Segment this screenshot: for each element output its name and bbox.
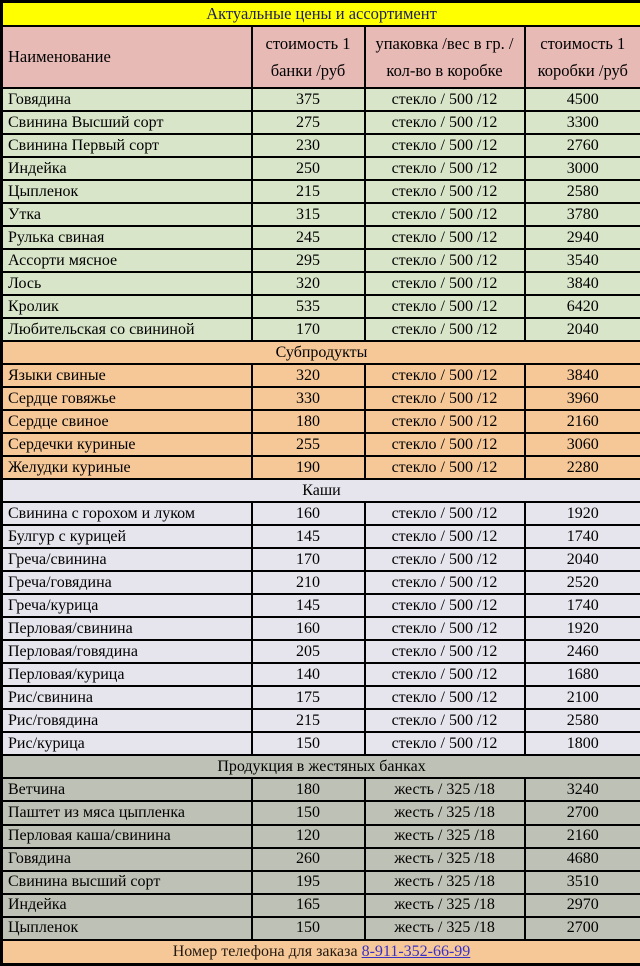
- product-name-cell: Ассорти мясное: [2, 249, 252, 272]
- packaging-cell: стекло / 500 /12: [365, 502, 525, 525]
- product-name-cell: Свинина с горохом и луком: [2, 502, 252, 525]
- footer-row: [2, 940, 640, 965]
- box-price-cell: 1920: [525, 502, 640, 525]
- product-name-cell: Индейка: [2, 157, 252, 180]
- section-header-row: [2, 755, 640, 778]
- table-row: [2, 272, 640, 295]
- packaging-cell: стекло / 500 /12: [365, 272, 525, 295]
- table-row: [2, 410, 640, 433]
- box-price-cell: 2520: [525, 571, 640, 594]
- column-header-packaging: упаковка /вес в гр. / кол-во в коробке: [365, 26, 525, 88]
- packaging-cell: стекло / 500 /12: [365, 525, 525, 548]
- jar-price-cell: 180: [252, 778, 365, 801]
- packaging-cell: жесть / 325 /18: [365, 894, 525, 917]
- product-name-cell: Рис/курица: [2, 732, 252, 755]
- jar-price-cell: 150: [252, 917, 365, 940]
- box-price-cell: 3060: [525, 433, 640, 456]
- packaging-cell: жесть / 325 /18: [365, 825, 525, 848]
- jar-price-cell: 260: [252, 848, 365, 871]
- table-body: [2, 88, 640, 940]
- box-price-cell: 3960: [525, 387, 640, 410]
- box-price-cell: 2580: [525, 709, 640, 732]
- table-row: [2, 917, 640, 940]
- jar-price-cell: 250: [252, 157, 365, 180]
- phone-link[interactable]: 8-911-352-66-99: [361, 943, 471, 960]
- table-row: [2, 686, 640, 709]
- section-header: Каши: [2, 479, 640, 502]
- box-price-cell: 3000: [525, 157, 640, 180]
- packaging-cell: стекло / 500 /12: [365, 686, 525, 709]
- product-name-cell: Утка: [2, 203, 252, 226]
- box-price-cell: 2580: [525, 180, 640, 203]
- table-row: [2, 709, 640, 732]
- product-name-cell: Кролик: [2, 295, 252, 318]
- product-name-cell: Свинина высший сорт: [2, 871, 252, 894]
- jar-price-cell: 230: [252, 134, 365, 157]
- table-row: [2, 387, 640, 410]
- box-price-cell: 4680: [525, 848, 640, 871]
- box-price-cell: 1740: [525, 594, 640, 617]
- table-row: [2, 871, 640, 894]
- section-header-row: [2, 479, 640, 502]
- packaging-cell: стекло / 500 /12: [365, 433, 525, 456]
- jar-price-cell: 245: [252, 226, 365, 249]
- packaging-cell: стекло / 500 /12: [365, 594, 525, 617]
- box-price-cell: 2280: [525, 456, 640, 479]
- packaging-cell: стекло / 500 /12: [365, 709, 525, 732]
- box-price-cell: 1800: [525, 732, 640, 755]
- product-name-cell: Перловая каша/свинина: [2, 825, 252, 848]
- jar-price-cell: 535: [252, 295, 365, 318]
- packaging-cell: стекло / 500 /12: [365, 456, 525, 479]
- product-name-cell: Желудки куриные: [2, 456, 252, 479]
- title-row: [2, 2, 640, 27]
- box-price-cell: 4500: [525, 88, 640, 111]
- product-name-cell: Рулька свиная: [2, 226, 252, 249]
- box-price-cell: 2970: [525, 894, 640, 917]
- product-name-cell: Любительская со свининой: [2, 318, 252, 341]
- jar-price-cell: 190: [252, 456, 365, 479]
- box-price-cell: 3240: [525, 778, 640, 801]
- packaging-cell: стекло / 500 /12: [365, 640, 525, 663]
- jar-price-cell: 375: [252, 88, 365, 111]
- jar-price-cell: 175: [252, 686, 365, 709]
- section-header-row: [2, 341, 640, 364]
- product-name-cell: Свинина Высший сорт: [2, 111, 252, 134]
- table-row: [2, 111, 640, 134]
- packaging-cell: стекло / 500 /12: [365, 111, 525, 134]
- box-price-cell: 2160: [525, 825, 640, 848]
- jar-price-cell: 170: [252, 318, 365, 341]
- box-price-cell: 3840: [525, 272, 640, 295]
- jar-price-cell: 150: [252, 801, 365, 824]
- table-row: [2, 548, 640, 571]
- column-header-row: [2, 26, 640, 88]
- jar-price-cell: 205: [252, 640, 365, 663]
- table-row: [2, 318, 640, 341]
- table-row: [2, 249, 640, 272]
- table-row: [2, 525, 640, 548]
- footer-label: Номер телефона для заказа: [172, 943, 358, 960]
- product-name-cell: Сердце свиное: [2, 410, 252, 433]
- packaging-cell: стекло / 500 /12: [365, 548, 525, 571]
- jar-price-cell: 140: [252, 663, 365, 686]
- box-price-cell: 2460: [525, 640, 640, 663]
- product-name-cell: Говядина: [2, 848, 252, 871]
- packaging-cell: стекло / 500 /12: [365, 732, 525, 755]
- jar-price-cell: 295: [252, 249, 365, 272]
- box-price-cell: 2100: [525, 686, 640, 709]
- jar-price-cell: 170: [252, 548, 365, 571]
- jar-price-cell: 160: [252, 502, 365, 525]
- column-header-name: Наименование: [2, 26, 252, 88]
- box-price-cell: 3300: [525, 111, 640, 134]
- jar-price-cell: 180: [252, 410, 365, 433]
- packaging-cell: жесть / 325 /18: [365, 778, 525, 801]
- jar-price-cell: 215: [252, 709, 365, 732]
- packaging-cell: стекло / 500 /12: [365, 226, 525, 249]
- column-header-jar-price: стоимость 1 банки /руб: [252, 26, 365, 88]
- product-name-cell: Лось: [2, 272, 252, 295]
- section-header: Продукция в жестяных банках: [2, 755, 640, 778]
- box-price-cell: 2700: [525, 801, 640, 824]
- box-price-cell: 2760: [525, 134, 640, 157]
- table-row: [2, 433, 640, 456]
- table-row: [2, 732, 640, 755]
- product-name-cell: Рис/говядина: [2, 709, 252, 732]
- product-name-cell: Свинина Первый сорт: [2, 134, 252, 157]
- packaging-cell: стекло / 500 /12: [365, 249, 525, 272]
- table-row: [2, 88, 640, 111]
- packaging-cell: жесть / 325 /18: [365, 917, 525, 940]
- product-name-cell: Рис/свинина: [2, 686, 252, 709]
- footer: [2, 940, 640, 965]
- table-row: [2, 502, 640, 525]
- box-price-cell: 3780: [525, 203, 640, 226]
- packaging-cell: стекло / 500 /12: [365, 180, 525, 203]
- table-row: [2, 364, 640, 387]
- box-price-cell: 1920: [525, 617, 640, 640]
- box-price-cell: 3840: [525, 364, 640, 387]
- packaging-cell: стекло / 500 /12: [365, 387, 525, 410]
- packaging-cell: жесть / 325 /18: [365, 801, 525, 824]
- product-name-cell: Греча/говядина: [2, 571, 252, 594]
- page-title: Актуальные цены и ассортимент: [2, 2, 640, 27]
- box-price-cell: 3540: [525, 249, 640, 272]
- packaging-cell: стекло / 500 /12: [365, 571, 525, 594]
- table-row: [2, 571, 640, 594]
- product-name-cell: Перловая/курица: [2, 663, 252, 686]
- packaging-cell: стекло / 500 /12: [365, 134, 525, 157]
- packaging-cell: стекло / 500 /12: [365, 410, 525, 433]
- product-name-cell: Греча/курица: [2, 594, 252, 617]
- jar-price-cell: 120: [252, 825, 365, 848]
- box-price-cell: 6420: [525, 295, 640, 318]
- table-row: [2, 203, 640, 226]
- column-header-box-price: стоимость 1 коробки /руб: [525, 26, 640, 88]
- product-name-cell: Сердце говяжье: [2, 387, 252, 410]
- jar-price-cell: 275: [252, 111, 365, 134]
- jar-price-cell: 330: [252, 387, 365, 410]
- table-row: [2, 157, 640, 180]
- product-name-cell: Языки свиные: [2, 364, 252, 387]
- product-name-cell: Цыпленок: [2, 180, 252, 203]
- box-price-cell: 2700: [525, 917, 640, 940]
- table-row: [2, 848, 640, 871]
- table-row: [2, 617, 640, 640]
- box-price-cell: 2940: [525, 226, 640, 249]
- jar-price-cell: 255: [252, 433, 365, 456]
- packaging-cell: стекло / 500 /12: [365, 203, 525, 226]
- product-name-cell: Ветчина: [2, 778, 252, 801]
- packaging-cell: стекло / 500 /12: [365, 295, 525, 318]
- box-price-cell: 1740: [525, 525, 640, 548]
- packaging-cell: стекло / 500 /12: [365, 617, 525, 640]
- product-name-cell: Цыпленок: [2, 917, 252, 940]
- box-price-cell: 2040: [525, 318, 640, 341]
- jar-price-cell: 210: [252, 571, 365, 594]
- packaging-cell: жесть / 325 /18: [365, 871, 525, 894]
- product-name-cell: Индейка: [2, 894, 252, 917]
- product-name-cell: Булгур с курицей: [2, 525, 252, 548]
- table-row: [2, 456, 640, 479]
- jar-price-cell: 145: [252, 525, 365, 548]
- jar-price-cell: 320: [252, 272, 365, 295]
- table-row: [2, 894, 640, 917]
- product-name-cell: Паштет из мяса цыпленка: [2, 801, 252, 824]
- box-price-cell: 2040: [525, 548, 640, 571]
- box-price-cell: 2160: [525, 410, 640, 433]
- table-row: [2, 640, 640, 663]
- table-row: [2, 778, 640, 801]
- jar-price-cell: 215: [252, 180, 365, 203]
- jar-price-cell: 195: [252, 871, 365, 894]
- jar-price-cell: 145: [252, 594, 365, 617]
- product-name-cell: Греча/свинина: [2, 548, 252, 571]
- jar-price-cell: 160: [252, 617, 365, 640]
- table-row: [2, 226, 640, 249]
- box-price-cell: 1680: [525, 663, 640, 686]
- table-row: [2, 663, 640, 686]
- table-row: [2, 134, 640, 157]
- table-row: [2, 594, 640, 617]
- jar-price-cell: 150: [252, 732, 365, 755]
- packaging-cell: стекло / 500 /12: [365, 157, 525, 180]
- packaging-cell: стекло / 500 /12: [365, 364, 525, 387]
- product-name-cell: Перловая/свинина: [2, 617, 252, 640]
- section-header: Субпродукты: [2, 341, 640, 364]
- packaging-cell: стекло / 500 /12: [365, 88, 525, 111]
- jar-price-cell: 315: [252, 203, 365, 226]
- packaging-cell: стекло / 500 /12: [365, 663, 525, 686]
- packaging-cell: жесть / 325 /18: [365, 848, 525, 871]
- jar-price-cell: 320: [252, 364, 365, 387]
- table-row: [2, 295, 640, 318]
- table-row: [2, 801, 640, 824]
- box-price-cell: 3510: [525, 871, 640, 894]
- packaging-cell: стекло / 500 /12: [365, 318, 525, 341]
- product-name-cell: Перловая/говядина: [2, 640, 252, 663]
- jar-price-cell: 165: [252, 894, 365, 917]
- table-row: [2, 825, 640, 848]
- product-name-cell: Говядина: [2, 88, 252, 111]
- product-name-cell: Сердечки куриные: [2, 433, 252, 456]
- table-row: [2, 180, 640, 203]
